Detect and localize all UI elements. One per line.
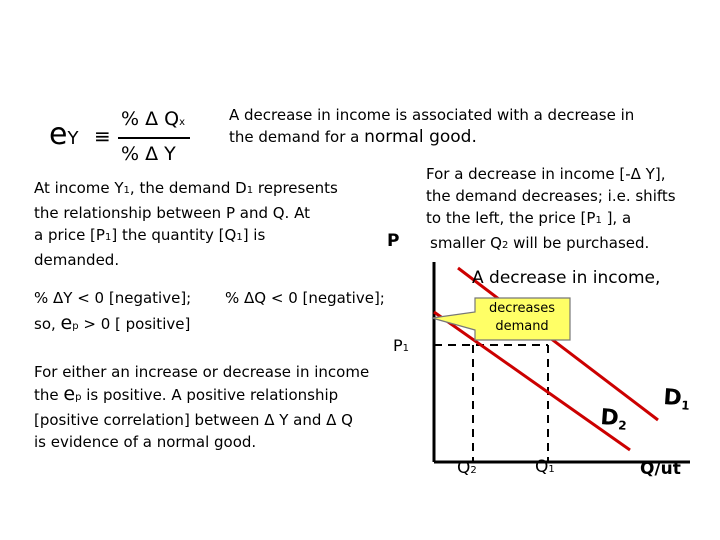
q1-label: Q1 [535, 457, 555, 477]
income-decrease-paragraph: For a decrease in income [-Δ Y], the demand decreases; i.e. shifts to the left, the price [P1 ], a smaller Q2 will be purchased. [426, 165, 676, 252]
d1-label: D1 [662, 385, 691, 413]
y-axis-label: P [387, 231, 400, 251]
formula-numerator: % Δ Qx [121, 108, 186, 130]
x-axis-label: Q/ut [640, 459, 681, 479]
formula-denominator: % Δ Y [121, 143, 176, 165]
normal-good-statement: A decrease in income is associated with a decrease in the demand for a normal good. [229, 106, 635, 147]
q2-label: Q2 [457, 458, 477, 478]
elasticity-symbol: eY [49, 117, 79, 152]
callout-heading: A decrease in income, [472, 268, 661, 288]
callout-text: decreases demand [489, 301, 555, 334]
dq-negative-text: % ΔQ < 0 [negative]; [225, 289, 385, 307]
income-y1-paragraph: At income Y1, the demand D1 represents the relationship between P and Q. At a price [P1] the quantity [Q1] is demanded. [34, 179, 338, 269]
d2-label: D2 [599, 405, 628, 433]
p1-label: P1 [393, 336, 410, 355]
fraction-bar [118, 137, 190, 139]
demand-curve-d1 [458, 268, 661, 420]
dy-negative-text: % ΔY < 0 [negative]; [34, 289, 192, 307]
ep-positive-text: so, ep > 0 [ positive] [34, 312, 191, 334]
equiv-sign: ≡ [94, 124, 111, 148]
conclusion-paragraph: For either an increase or decrease in income the ep is positive. A positive relationship [positive correlation] between Δ Y and Δ Q is evidence of a normal good. [34, 363, 370, 451]
